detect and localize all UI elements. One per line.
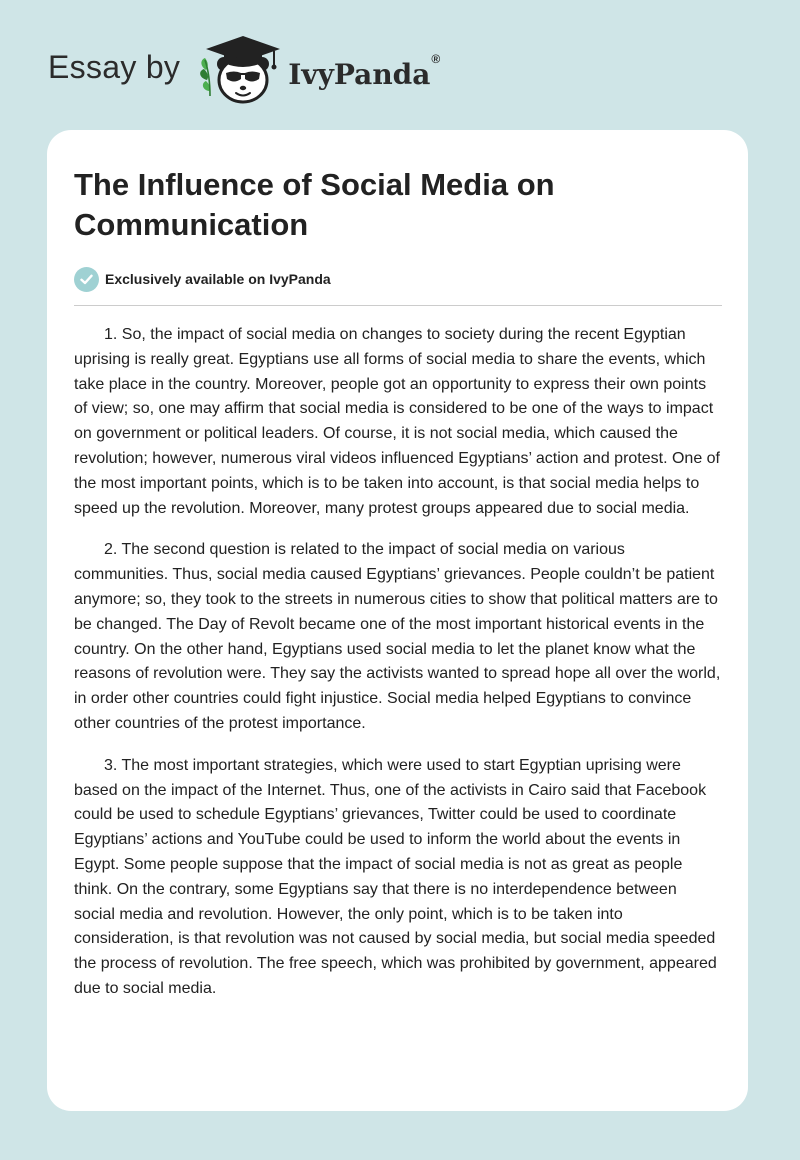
exclusive-badge: [74, 265, 722, 293]
essay-by-label: Essay by: [48, 48, 181, 85]
essay-title: The Influence of Social Media on Communication: [74, 167, 555, 242]
brand-name-text: IvyPanda: [288, 57, 431, 91]
registered-mark: ®: [431, 51, 441, 66]
title-divider: [74, 305, 722, 306]
exclusive-badge-text: Exclusively available on IvyPanda: [105, 271, 331, 287]
essay-body: [74, 323, 722, 1002]
essay-paragraph: 2. The second question is related to the impact of social media on various communities. Thus, social media caused Egyptians’ grievances. People couldn’t be patient anymore; so, they took to the streets in numerous cities to show that political matters are to be changed. The Day of Revolt became one of the most important historical events in the country. On the other hand, Egyptians used social media to let the planet know what the reasons of revolution were. They say the activists wanted to spread hope all over the world, in order other countries could fight injustice. Social media helped Egyptians to convince other countries of the protest importance.: [74, 541, 721, 732]
essay-paragraph: 3. The most important strategies, which were used to start Egyptian uprising were based on the impact of the Internet. Thus, one of the activists in Cairo said that Facebook could be used to schedule Egyptians’ grievances, Twitter could be used to coordinate Egyptians’ actions and YouTube could be used to inform the world about the events in Egypt. Some people suppose that the impact of social media is not as great as people think. On the contrary, some Egyptians say that there is no interdependence between social media and revolution. However, the only point, which is to be taken into consideration, is that revolution was not caused by social media, but social media speeded the process of revolution. The free speech, which was prohibited by government, appeared due to social media.: [74, 756, 717, 997]
essay-paragraph: 1. So, the impact of social media on changes to society during the recent Egyptian uprising is really great. Egyptians use all forms of social media to share the events, which take place in the country. Moreover, people got an opportunity to express their own points of view; so, one may affirm that social media is considered to be one of the ways to impact on government or political leaders. Of course, it is not social media, which caused the revolution; however, numerous viral videos influenced Egyptians’ action and protest. One of the most important points, which is to be taken into account, is that social media helps to speed up the revolution. Moreover, many protest groups appeared due to social media.: [74, 326, 720, 517]
ivypanda-wordmark[interactable]: [288, 51, 441, 91]
ivypanda-panda-logo-icon[interactable]: [196, 30, 286, 110]
ivy-leaf-icon: [200, 58, 210, 96]
check-icon: [74, 267, 99, 292]
site-header: [48, 30, 440, 110]
essay-card: [47, 130, 748, 1111]
